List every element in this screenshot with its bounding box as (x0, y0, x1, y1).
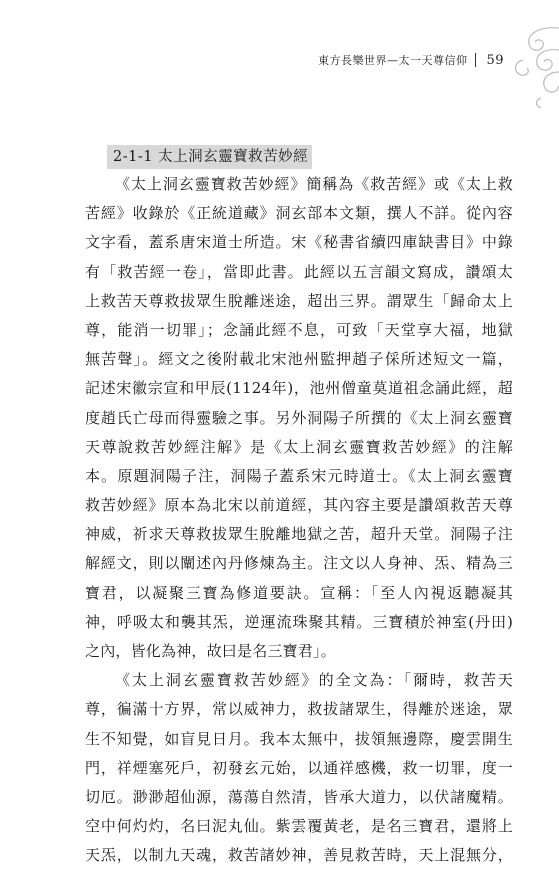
text-line: 有「救苦經一卷」，當即此書。此經以五言韻文寫成，讚頌太 (85, 262, 513, 281)
text-line: 天尊說救苦妙經注解》是《太上洞玄靈寶救苦妙經》的注解 (85, 437, 513, 456)
page-number: 59 (486, 52, 504, 68)
header-divider (475, 53, 476, 67)
text-line: 救苦妙經》原本為北宋以前道經，其內容主要是讚頌救苦天尊 (85, 496, 513, 515)
text-line: 寶君，以凝聚三寶為修道要訣。宣稱：「至人內視返聽凝其 (85, 583, 513, 602)
text-line: 上救苦天尊救拔眾生脫離迷途，超出三界。謂眾生「歸命太上 (85, 291, 513, 310)
text-line: 之內，皆化為神，故曰是名三寶君」。 (85, 642, 336, 660)
running-header (318, 52, 504, 68)
text-line: 解經文，則以闡述內丹修煉為主。注文以人身神、炁、精為三 (85, 554, 513, 573)
text-line: 門，祥煙塞死戶，初發玄元始，以通祥感機，救一切罪，度一 (85, 758, 513, 777)
text-line: 無苦聲」。經文之後附載北宋池州監押趙子倸所述短文一篇， (85, 350, 513, 369)
text-line: 切厄。渺渺超仙源，蕩蕩自然清，皆承大道力，以伏諸魔精。 (85, 787, 513, 806)
text-line: 天炁，以制九天魂，救苦諸妙神，善見救苦時，天上混無分， (85, 846, 513, 865)
text-line: 神威，祈求天尊救拔眾生脫離地獄之苦，超升天堂。洞陽子注 (85, 525, 513, 544)
text-line: 尊，能消一切罪」；念誦此經不息，可致「天堂享大福，地獄 (85, 320, 513, 339)
body-text (85, 170, 513, 871)
section-heading: 2-1-1 太上洞玄靈寶救苦妙經 (107, 145, 312, 169)
text-line: 神，呼吸太和襲其炁，逆運流珠聚其精。三寶積於神室(丹田) (85, 612, 513, 631)
text-line: 空中何灼灼，名曰泥丸仙。紫雲覆黃老，是名三寶君，還將上 (85, 817, 513, 836)
text-line: 尊，徧滿十方界，常以威神力，救拔諸眾生，得離於迷途，眾 (85, 700, 513, 719)
text-line: 苦經》收錄於《正統道藏》洞玄部本文類，撰人不詳。從內容 (85, 204, 513, 223)
text-line: 度趙氏亡母而得靈驗之事。另外洞陽子所撰的《太上洞玄靈寶 (85, 408, 513, 427)
text-line: 《太上洞玄靈寶救苦妙經》簡稱為《救苦經》或《太上救 (115, 175, 513, 193)
text-line: 生不知覺，如盲見日月。我本太無中，拔領無邊際，慶雲開生 (85, 729, 513, 748)
text-line: 《太上洞玄靈寶救苦妙經》的全文為：「爾時，救苦天 (115, 671, 513, 690)
text-line: 記述宋徽宗宣和甲辰(1124年)，池州僧童莫道祖念誦此經，超 (85, 379, 513, 398)
text-line: 文字看，蓋系唐宋道士所造。宋《秘書省續四庫缺書目》中錄 (85, 233, 513, 252)
text-line: 本。原題洞陽子注，洞陽子蓋系宋元時道士。《太上洞玄靈寶 (85, 466, 513, 485)
running-title: 東方長樂世界—太一天尊信仰 (317, 54, 468, 67)
